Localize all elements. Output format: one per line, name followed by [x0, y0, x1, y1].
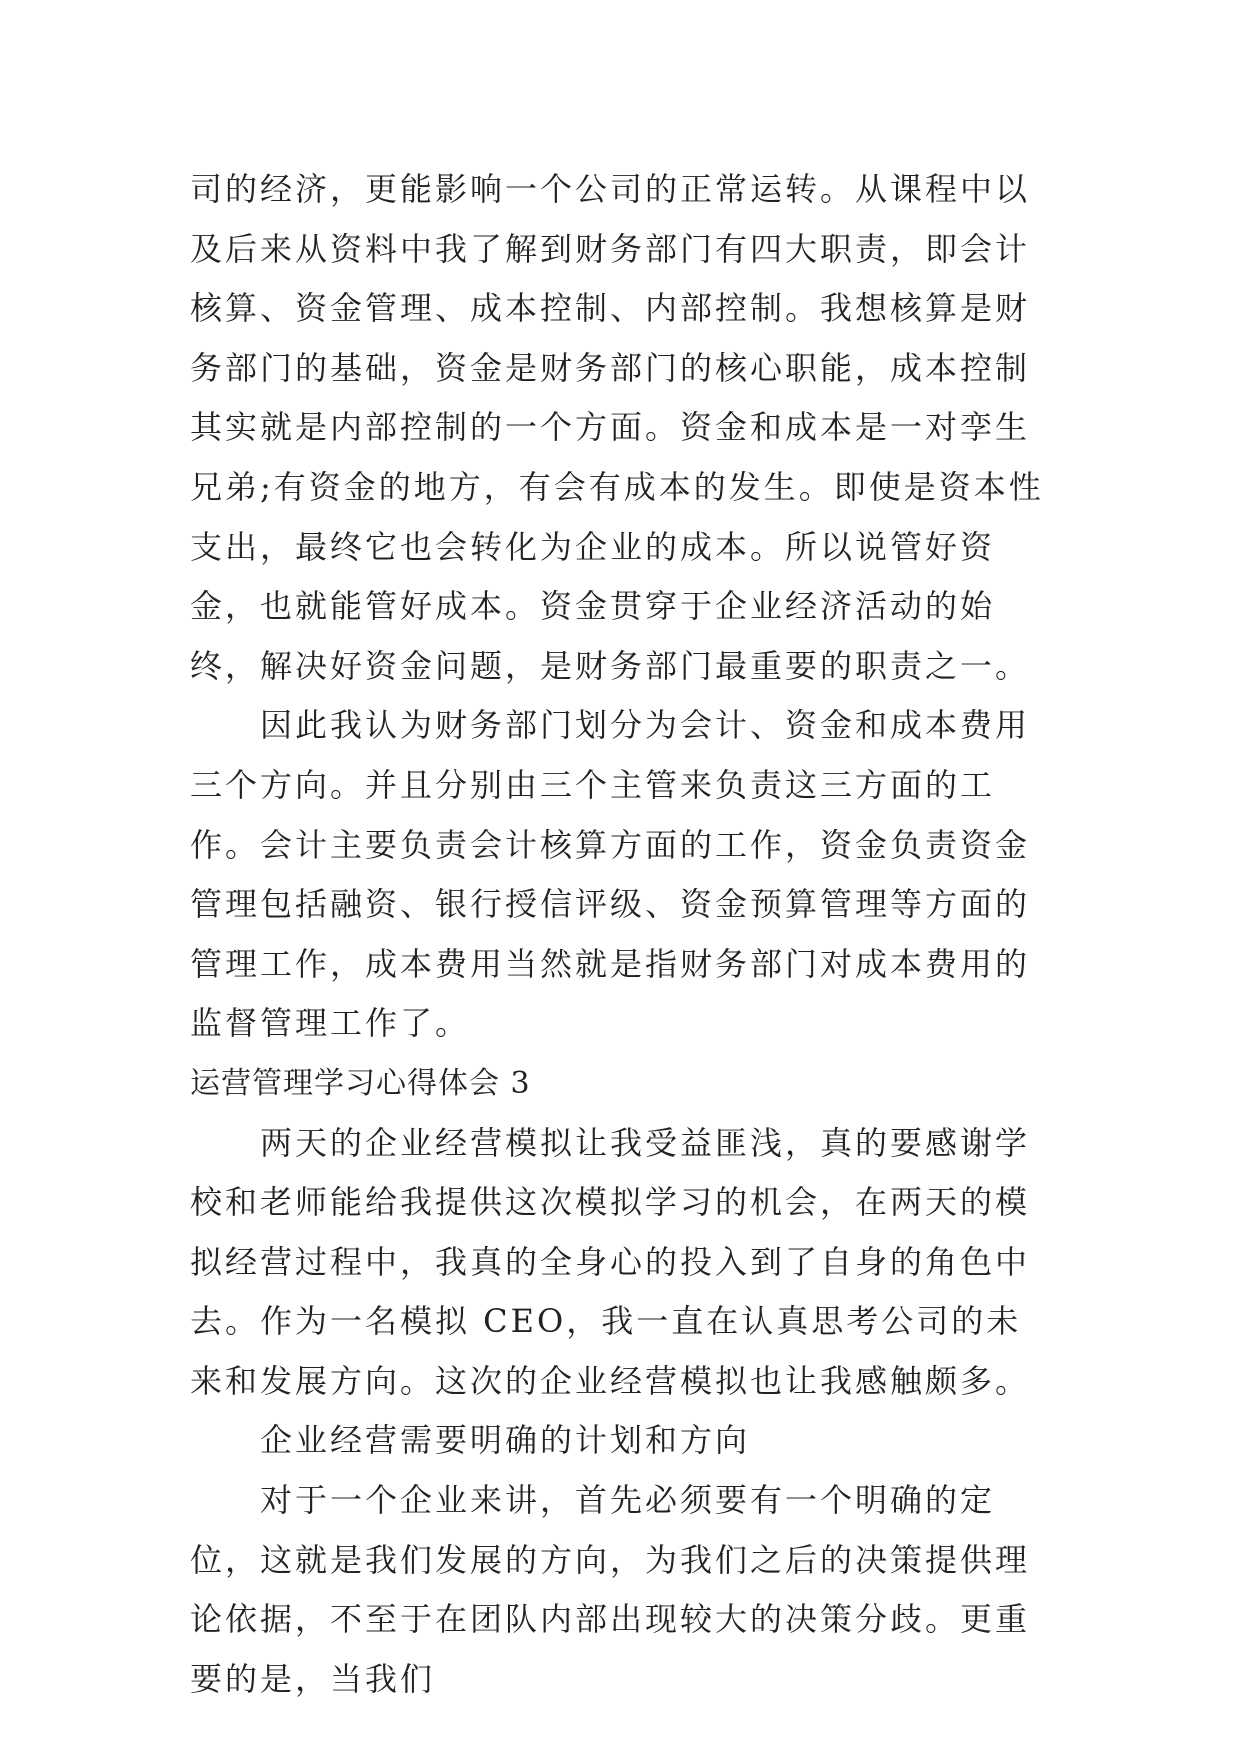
- subheading-plan-direction: 企业经营需要明确的计划和方向: [260, 1421, 751, 1460]
- section-title: 运营管理学习心得体会 3: [190, 1065, 531, 1101]
- paragraph-finance-division: 因此我认为财务部门划分为会计、资金和成本费用三个方向。并且分别由三个主管来负责这三方面的工作。会计主要负责会计核算方面的工作，资金负责资金管理包括融资、银行授信评级、资金预算管理等方面的管理工作，成本费用当然就是指财务部门对成本费用的监督管理工作了。: [190, 706, 1031, 1043]
- paragraph-positioning: 对于一个企业来讲，首先必须要有一个明确的定位，这就是我们发展的方向，为我们之后的决策提供理论依据，不至于在团队内部出现较大的决策分歧。更重要的是，当我们: [190, 1481, 1031, 1698]
- paragraph-finance-duties: 司的经济，更能影响一个公司的正常运转。从课程中以及后来从资料中我了解到财务部门有四大职责，即会计核算、资金管理、成本控制、内部控制。我想核算是财务部门的基础，资金是财务部门的核心职能，成本控制其实就是内部控制的一个方面。资金和成本是一对孪生兄弟;有资金的地方，有会有成本的发生。即使是资本性支出，最终它也会转化为企业的成本。所以说管好资金，也就能管好成本。资金贯穿于企业经济活动的始终，解决好资金问题，是财务部门最重要的职责之一。: [190, 170, 1044, 685]
- document-body: [190, 160, 1055, 1709]
- paragraph-simulation-intro: 两天的企业经营模拟让我受益匪浅，真的要感谢学校和老师能给我提供这次模拟学习的机会，在两天的模拟经营过程中，我真的全身心的投入到了自身的角色中去。作为一名模拟 CEO，我一直在认真思考公司的未来和发展方向。这次的企业经营模拟也让我感触颇多。: [190, 1123, 1031, 1400]
